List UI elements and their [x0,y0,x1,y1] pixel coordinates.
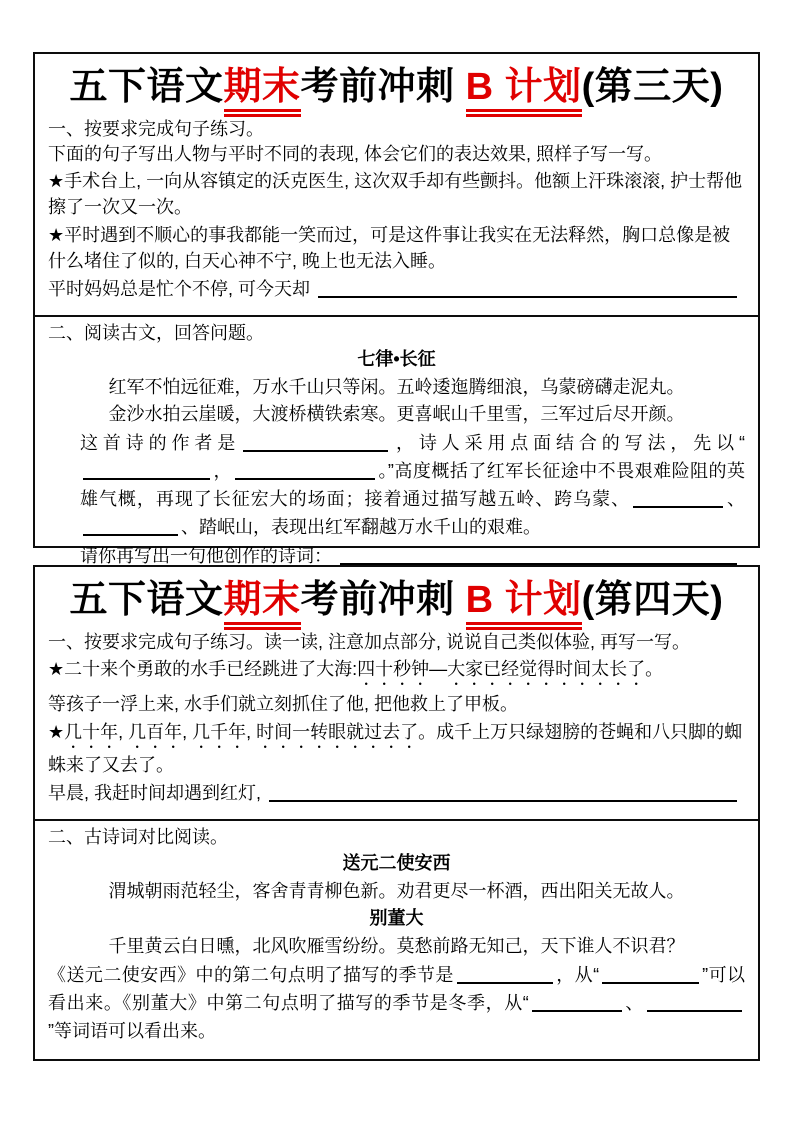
fill-blank[interactable] [83,517,178,536]
example-sentence-1: ★手术台上, 一向从容镇定的沃克医生, 这次双手却有些颤抖。他额上汗珠滚滚, 护士帮他擦了一次又一次。 [48,171,743,217]
analysis-text: 从“ [504,993,529,1013]
fill-blank[interactable] [243,433,388,452]
fill-blank[interactable] [532,993,622,1012]
analysis-text: ，诗人采用点面结合的写法，先以 [391,433,740,453]
worksheet-card-day3 [33,52,760,566]
section1-heading: 一、按要求完成句子练习。读一读, 注意加点部分, 说说自己类似体验, 再写一写。 [48,632,691,652]
poem-prompt: 请你再写出一句他创作的诗词： [80,546,332,566]
sentence-text: 成千上万只绿翅膀的苍蝇和八只脚的蜘蛛来了又去了。 [48,722,743,775]
emphasized-text: 几十年, 几百年, 几千年, 时间一转眼就过去了。 [64,722,437,742]
analysis-text: ，从 [555,965,594,985]
fill-in-analysis-paragraph [48,429,745,541]
write-your-own-line [48,276,745,302]
card-title-day4 [48,575,745,625]
title-highlight-qimo: 期末 [224,579,301,630]
section2-heading: 二、阅读古文，回答问题。 [48,323,264,343]
title-highlight-plan-b: B 计划 [466,66,582,117]
section-divider [35,315,758,317]
card-title-day3 [48,62,745,112]
fill-blank[interactable] [647,993,742,1012]
fill-blank[interactable] [235,461,375,480]
poem-title-songyuaner: 送元二使安西 [342,853,451,873]
title-text: 五下语文 [69,66,224,108]
section-divider [35,819,758,821]
analysis-text: 。”高度概括了红军长征途中不畏艰难险阻的英雄气概，再现了长征宏大的场面；接着通过描写越五岭、跨乌蒙、 [80,461,746,509]
analysis-text: “ [593,965,600,985]
analysis-text: 《送元二使安西》中的第二句点明了描写的季节是 [48,965,454,985]
analysis-text: 这首诗的作者是 [80,433,241,453]
poem-line: 金沙水拍云崖暖，大渡桥横铁索寒。更喜岷山千里雪，三军过后尽开颜。 [108,404,685,424]
fill-blank[interactable] [340,563,737,565]
write-your-own-line [48,780,745,806]
worksheet-card-day4 [33,565,760,1061]
sentence-prompt: 平时妈妈总是忙个不停, 可今天却 [48,279,311,299]
poem-line: 千里黄云白日曛，北风吹雁雪纷纷。莫愁前路无知己，天下谁人不识君？ [108,936,685,956]
title-text: 考前冲刺 [300,579,466,621]
fill-blank[interactable] [633,489,723,508]
fill-blank[interactable] [602,965,699,984]
analysis-text: ， [213,461,232,481]
analysis-text: ”等词语可以看出来。 [48,1021,216,1041]
analysis-text: 、踏岷山，表现出红军翻越万水千山的艰难。 [181,517,541,537]
section1-heading: 一、按要求完成句子练习。 [48,119,264,139]
section2-heading: 二、古诗词对比阅读。 [48,827,228,847]
title-highlight-qimo: 期末 [224,66,301,117]
poem-title-changzheng: 七律•长征 [357,349,436,369]
poem-title-biedongda: 别董大 [369,908,424,928]
fill-blank[interactable] [457,965,553,984]
sentence-text: ★ [48,722,65,742]
title-text: 考前冲刺 [300,66,466,108]
example-sentence-1 [48,656,745,689]
sentence-prompt: 早晨, 我赶时间却遇到红灯, [48,783,262,803]
title-text: 五下语文 [69,579,224,621]
example-sentence-1-cont: 等孩子一浮上来, 水手们就立刻抓住了他, 把他救上了甲板。 [48,694,519,714]
example-sentence-2: ★平时遇到不顺心的事我都能一笑而过，可是这件事让我实在无法释然，胸口总像是被什么堵住了似的, 白天心神不宁, 晚上也无法入睡。 [48,225,731,271]
sentence-text: ★二十来个勇敢的水手已经跳进了大海: [48,659,358,679]
fill-blank[interactable] [269,800,737,802]
section1-instruction: 下面的句子写出人物与平时不同的表现, 体会它们的表达效果, 照样子写一写。 [48,144,663,164]
poem-line: 红军不怕远征难，万水千山只等闲。五岭逶迤腾细浪，乌蒙磅礴走泥丸。 [108,377,685,397]
title-highlight-plan-b: B 计划 [466,579,582,630]
fill-blank[interactable] [83,461,210,480]
analysis-text: ”可以看出来。《别董大》中第二句点明了描写的季节是冬季， [48,965,746,1013]
fill-blank[interactable] [318,296,737,298]
poem-line: 渭城朝雨范轻尘，客舍青青柳色新。劝君更尽一杯酒，西出阳关无故人。 [108,881,685,901]
title-text: (第四天) [581,579,724,621]
fill-in-analysis-paragraph [48,961,745,1045]
emphasized-text: 四十秒钟—大家已经觉得时间太长了。 [357,659,664,679]
analysis-text: 、 [624,993,645,1013]
analysis-text: 、 [726,489,745,509]
analysis-text: “ [739,433,746,453]
title-text: (第三天) [581,66,724,108]
example-sentence-2 [48,719,745,778]
